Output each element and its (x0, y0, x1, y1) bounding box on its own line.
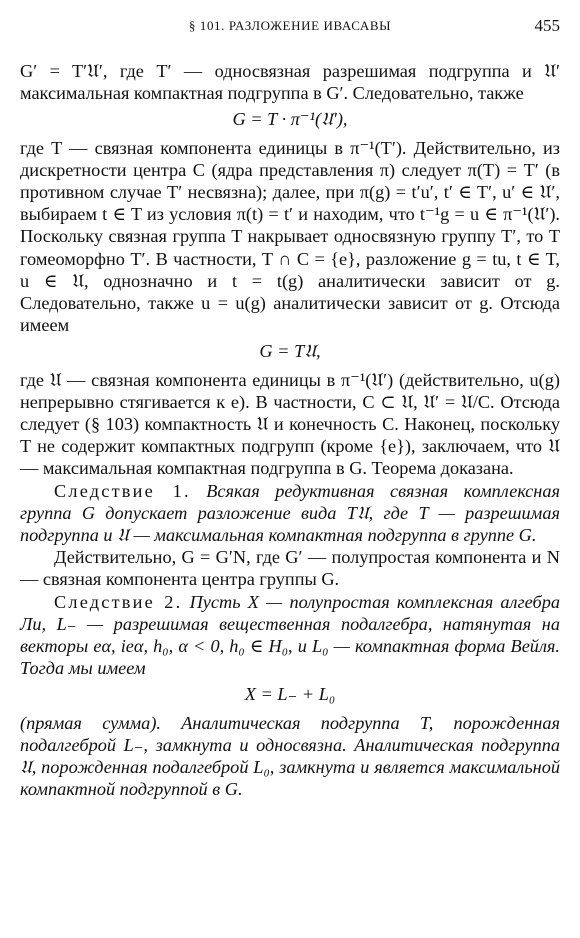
running-title: § 101. РАЗЛОЖЕНИЕ ИВАСАВЫ (188, 18, 392, 33)
formula-1: G = T · π⁻¹(𝔘′), (232, 109, 348, 130)
corollary-2-text: Пусть X — полупростая комплексная алгебра Ли, L₋ — разрешимая вещественная подалгебра, натянутая на векторы eα, ieα, h₀, α < 0, h₀ ∈ H₀, и L₀ — компактная форма Вейля. Тогда мы имеем (20, 591, 560, 679)
paragraph-5: (прямая сумма). Аналитическая подгруппа T, порожденная подалгеброй L₋, замкнута и односвязна. Аналитическая подгруппа 𝔘, порожденная подалгеброй L₀, замкнута и является максимальной компактной подгруппой в G. (20, 712, 560, 800)
corollary-2 (20, 591, 560, 680)
paragraph-3: где 𝔘 — связная компонента единицы в π⁻¹(𝔘′) (действительно, u(g) непрерывно стягивается к e). В частности, C ⊂ 𝔘, 𝔘′ = 𝔘/C. Отсюда следует (§ 103) компактность 𝔘 и конечность C. Наконец, поскольку T не содержит компактных подгрупп (кроме {e}), заключаем, что 𝔘 — максимальная компактная подгруппа в G. Теорема доказана. (20, 369, 560, 479)
formula-2: G = T𝔘, (259, 341, 321, 362)
corollary-1-label: Следствие 1. (54, 480, 191, 501)
page-number: 455 (534, 16, 560, 35)
page-body (20, 60, 560, 801)
page-header (20, 16, 560, 40)
paragraph-2: где T — связная компонента единицы в π⁻¹(T′). Действительно, из дискретности центра C (ядра представления π) следует π(T) = T′ (в противном случае T′ несвязна); далее, при π(g) = t′u′, t′ ∈ T′, u′ ∈ 𝔘′, выбираем t ∈ T из условия π(t) = t′ и находим, что t⁻¹g = u ∈ π⁻¹(𝔘′). Поскольку связная группа T накрывает односвязную группу T′, то T гомеоморфно T′. В частности, T ∩ C = {e}, разложение g = tu, t ∈ T, u ∈ 𝔘, однозначно и t = t(g) аналитически зависит от g. Следовательно, также u = u(g) аналитически зависит от g. Отсюда имеем (20, 137, 560, 336)
corollary-1 (20, 480, 560, 547)
formula-3: X = L₋ + L₀ (244, 684, 336, 705)
paragraph-1: G′ = T′𝔘′, где T′ — односвязная разрешимая подгруппа и 𝔘′ максимальная компактная подгруппа в G′. Следовательно, также (20, 61, 560, 104)
corollary-2-label: Следствие 2. (54, 591, 183, 612)
paragraph-4: Действительно, G = G′N, где G′ — полупростая компонента и N — связная компонента центра группы G. (20, 547, 560, 590)
corollary-1-text: Всякая редуктивная связная комплексная группа G допускает разложение вида T𝔘, где T — разрешимая подгруппа и 𝔘 — максимальная компактная подгруппа в группе G. (20, 480, 560, 546)
